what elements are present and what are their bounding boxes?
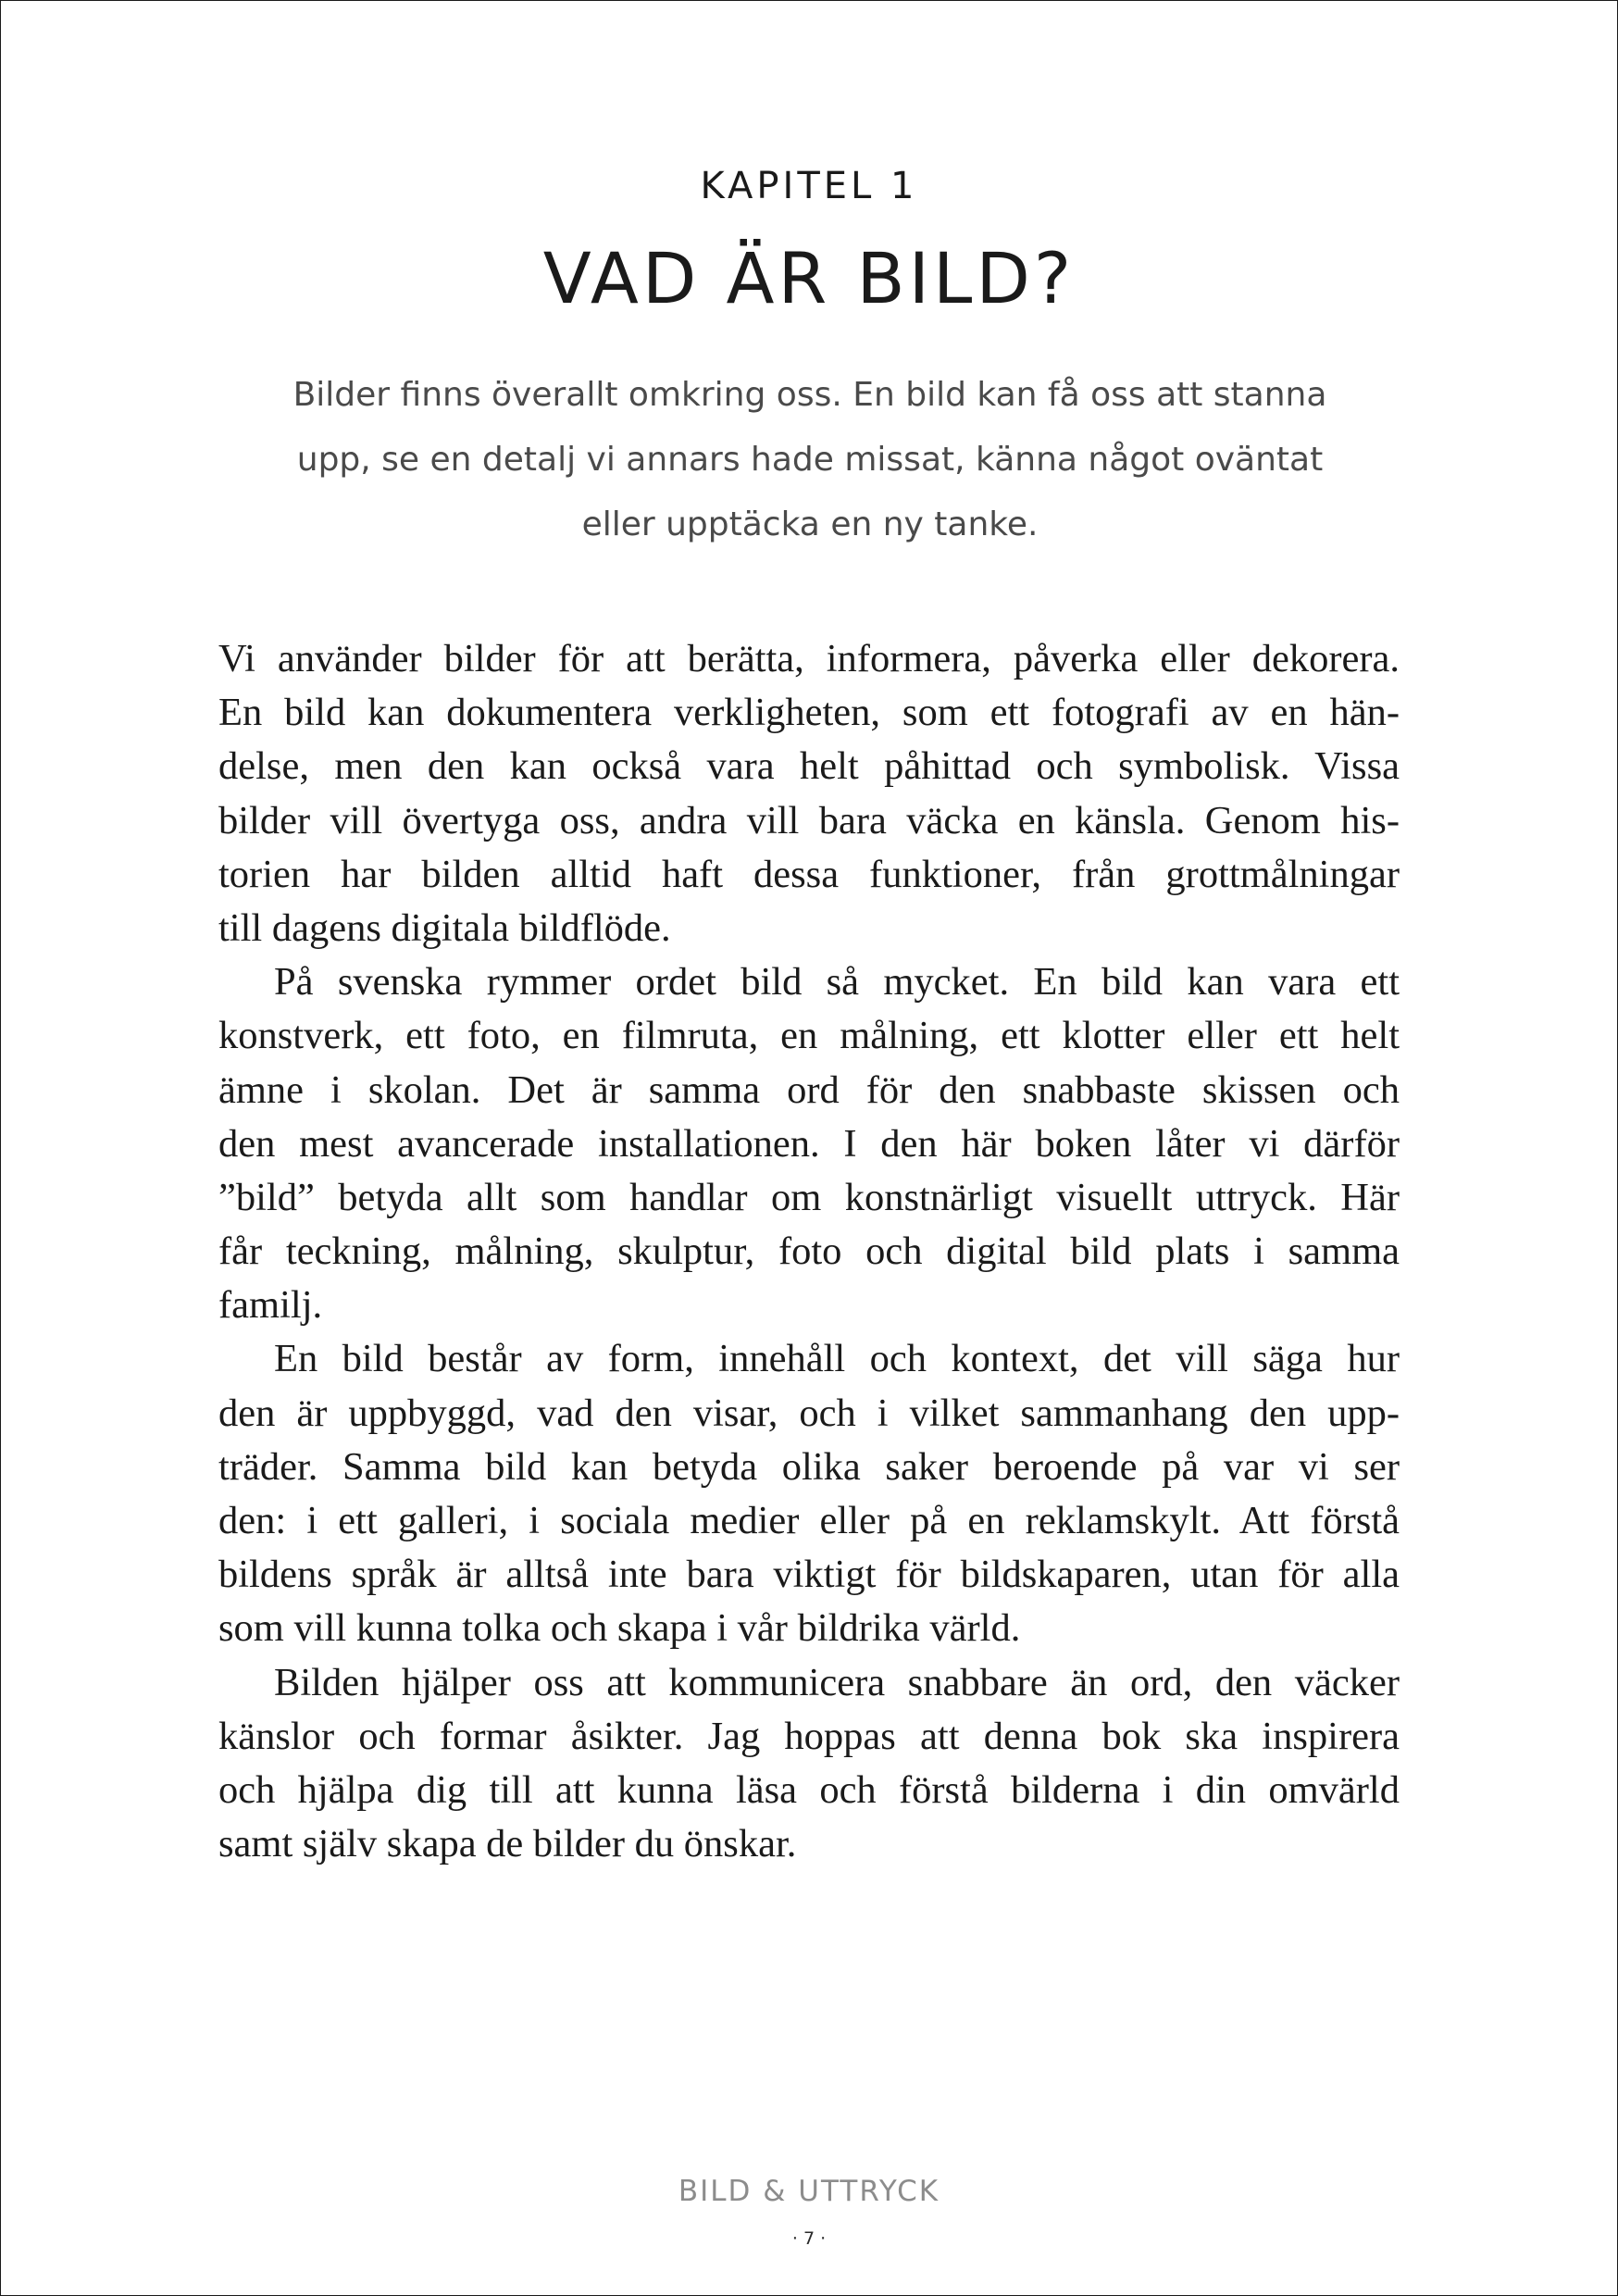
text-line: ämne i skolan. Det är samma ord för den snabbaste skissen och <box>218 1067 1400 1112</box>
text-line: samt själv skapa de bilder du önskar. <box>218 1822 797 1866</box>
text-line: till dagens digitala bildflöde. <box>218 905 671 950</box>
intro-line: Bilder finns överallt omkring oss. En bild kan få oss att stanna <box>292 376 1327 414</box>
paragraph-2 <box>218 955 1400 1332</box>
text-line: ”bild” betyda allt som handlar om konstnärligt visuellt uttryck. Här <box>218 1175 1400 1219</box>
text-line: den är uppbyggd, vad den visar, och i vilket sammanhang den upp- <box>218 1391 1400 1435</box>
chapter-title: VAD ÄR BILD? <box>542 237 1076 319</box>
running-footer-title: BILD & UTTRYCK <box>678 2175 940 2208</box>
intro-line: upp, se en detalj vi annars hade missat, känna något oväntat <box>296 441 1324 479</box>
text-line: som vill kunna tolka och skapa i vår bildrika värld. <box>218 1606 1021 1651</box>
text-line: En bild består av form, innehåll och kontext, det vill säga hur <box>274 1337 1400 1381</box>
text-line: den mest avancerade installationen. I den här boken låter vi därför <box>218 1121 1400 1166</box>
text-line: den: i ett galleri, i sociala medier eller på en reklamskylt. Att förstå <box>218 1499 1400 1542</box>
paragraph-1 <box>218 632 1400 955</box>
text-line: bildens språk är alltså inte bara viktigt för bildskaparen, utan för alla <box>218 1553 1400 1597</box>
text-line: På svenska rymmer ordet bild så mycket. En bild kan vara ett <box>274 960 1400 1004</box>
text-line: känslor och formar åsikter. Jag hoppas att denna bok ska inspirera <box>218 1714 1400 1758</box>
text-line: torien har bilden alltid haft dessa funktioner, från grottmålningar <box>218 852 1400 896</box>
text-line: delse, men den kan också vara helt påhittad och symbolisk. Vissa <box>218 744 1400 789</box>
page-number: · 7 · <box>791 2228 827 2249</box>
body-text <box>218 632 1400 1871</box>
chapter-label: KAPITEL 1 <box>700 165 918 207</box>
text-line: Bilden hjälper oss att kommunicera snabbare än ord, den väcker <box>274 1660 1400 1704</box>
text-line: får teckning, målning, skulptur, foto och digital bild plats i samma <box>218 1229 1400 1274</box>
paragraph-3 <box>218 1332 1400 1655</box>
text-line: träder. Samma bild kan betyda olika saker beroende på var vi ser <box>218 1444 1400 1489</box>
paragraph-4 <box>218 1656 1400 1872</box>
text-line: bilder vill övertyga oss, andra vill bara väcka en känsla. Genom his- <box>218 798 1400 842</box>
text-line: konstverk, ett foto, en filmruta, en målning, ett klotter eller ett helt <box>218 1014 1400 1058</box>
chapter-intro <box>223 363 1397 557</box>
text-line: familj. <box>218 1283 323 1328</box>
text-line: Vi använder bilder för att berätta, informera, påverka eller dekorera. <box>218 637 1400 680</box>
text-line: och hjälpa dig till att kunna läsa och förstå bilderna i din omvärld <box>218 1767 1400 1812</box>
intro-line: eller upptäcka en ny tanke. <box>581 505 1039 543</box>
text-line: En bild kan dokumentera verkligheten, som ett fotografi av en hän- <box>218 691 1400 735</box>
